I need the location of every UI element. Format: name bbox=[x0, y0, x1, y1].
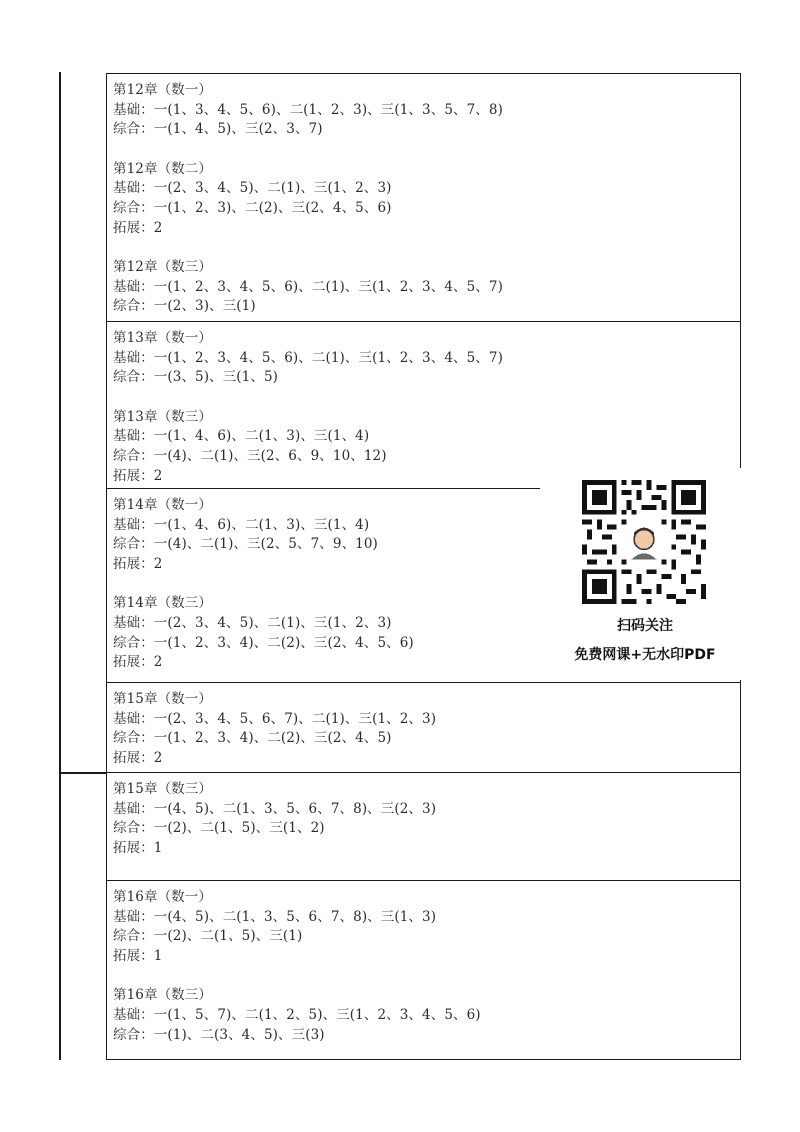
chapter-block bbox=[113, 81, 740, 140]
basic-exercises: 基础：一(2、3、4、5)、二(1)、三(1、2、3) bbox=[113, 614, 392, 631]
extension-exercises: 拓展：2 bbox=[113, 654, 163, 671]
chapter-block bbox=[113, 329, 740, 388]
chapter-heading: 第12章（数三） bbox=[113, 259, 212, 276]
comprehensive-exercises: 综合：一(1、2、3、4)、二(2)、三(2、4、5) bbox=[113, 730, 392, 747]
qr-promo-panel bbox=[540, 468, 750, 680]
comprehensive-exercises: 综合：一(3、5)、三(1、5) bbox=[113, 369, 279, 386]
basic-exercises: 基础：一(1、4、6)、二(1、3)、三(1、4) bbox=[113, 428, 370, 445]
basic-exercises: 基础：一(2、3、4、5)、二(1)、三(1、2、3) bbox=[113, 180, 392, 197]
table-cell-row-1 bbox=[106, 73, 741, 322]
basic-exercises: 基础：一(1、2、3、4、5、6)、二(1)、三(1、2、3、4、5、7) bbox=[113, 349, 503, 366]
extension-exercises: 拓展：2 bbox=[113, 749, 163, 766]
chapter-heading: 第13章（数一） bbox=[113, 330, 212, 346]
chapter-block bbox=[113, 258, 740, 317]
basic-exercises: 基础：一(1、4、6)、二(1、3)、三(1、4) bbox=[113, 516, 370, 533]
chapter-block bbox=[113, 160, 740, 238]
extension-exercises: 拓展：2 bbox=[113, 219, 163, 236]
chapter-block bbox=[113, 986, 740, 1045]
comprehensive-exercises: 综合：一(4)、二(1)、三(2、6、9、10、12) bbox=[113, 447, 387, 464]
chapter-heading: 第16章（数一） bbox=[113, 889, 212, 905]
chapter-block bbox=[113, 888, 740, 966]
qr-caption-offer: 免费网课+无水印PDF bbox=[574, 647, 716, 663]
basic-exercises: 基础：一(1、3、4、5、6)、二(1、2、3)、三(1、3、5、7、8) bbox=[113, 101, 503, 118]
comprehensive-exercises: 综合：一(2)、二(1、5)、三(1) bbox=[113, 928, 303, 945]
comprehensive-exercises: 综合：一(2)、二(1、5)、三(1、2) bbox=[113, 820, 325, 837]
qr-code-icon[interactable] bbox=[582, 480, 706, 604]
chapter-block bbox=[113, 690, 740, 768]
comprehensive-exercises: 综合：一(1、2、3、4)、二(2)、三(2、4、5、6) bbox=[113, 634, 414, 651]
table-left-rule bbox=[59, 72, 61, 1060]
chapter-heading: 第14章（数一） bbox=[113, 497, 212, 513]
chapter-heading: 第15章（数一） bbox=[113, 691, 212, 707]
table-cell-row-2 bbox=[106, 321, 741, 489]
comprehensive-exercises: 综合：一(4)、二(1)、三(2、5、7、9、10) bbox=[113, 536, 378, 553]
basic-exercises: 基础：一(1、2、3、4、5、6)、二(1)、三(1、2、3、4、5、7) bbox=[113, 278, 503, 295]
basic-exercises: 基础：一(4、5)、二(1、3、5、6、7、8)、三(2、3) bbox=[113, 800, 437, 817]
chapter-block bbox=[113, 780, 740, 858]
chapter-heading: 第15章（数三） bbox=[113, 781, 212, 797]
extension-exercises: 拓展：2 bbox=[113, 467, 163, 484]
extension-exercises: 拓展：1 bbox=[113, 947, 163, 964]
table-cell-row-6 bbox=[106, 880, 741, 1060]
chapter-heading: 第12章（数二） bbox=[113, 160, 212, 177]
qr-caption-scan: 扫码关注 bbox=[617, 618, 673, 634]
extension-exercises: 拓展：2 bbox=[113, 555, 163, 572]
chapter-heading: 第13章（数三） bbox=[113, 408, 212, 425]
table-cell-row-5 bbox=[106, 772, 741, 881]
table-cell-row-4 bbox=[106, 682, 741, 773]
comprehensive-exercises: 综合：一(1)、二(3、4、5)、三(3) bbox=[113, 1026, 325, 1043]
chapter-heading: 第16章（数三） bbox=[113, 987, 212, 1004]
comprehensive-exercises: 综合：一(1、2、3)、二(2)、三(2、4、5、6) bbox=[113, 199, 392, 216]
basic-exercises: 基础：一(4、5)、二(1、3、5、6、7、8)、三(1、3) bbox=[113, 908, 437, 925]
comprehensive-exercises: 综合：一(2、3)、三(1) bbox=[113, 298, 256, 315]
table-mid-rule bbox=[59, 772, 107, 774]
basic-exercises: 基础：一(2、3、4、5、6、7)、二(1)、三(1、2、3) bbox=[113, 710, 437, 727]
chapter-heading: 第14章（数三） bbox=[113, 595, 212, 612]
extension-exercises: 拓展：1 bbox=[113, 839, 163, 856]
chapter-heading: 第12章（数一） bbox=[113, 82, 212, 98]
comprehensive-exercises: 综合：一(1、4、5)、三(2、3、7) bbox=[113, 121, 323, 138]
basic-exercises: 基础：一(1、5、7)、二(1、2、5)、三(1、2、3、4、5、6) bbox=[113, 1006, 481, 1023]
